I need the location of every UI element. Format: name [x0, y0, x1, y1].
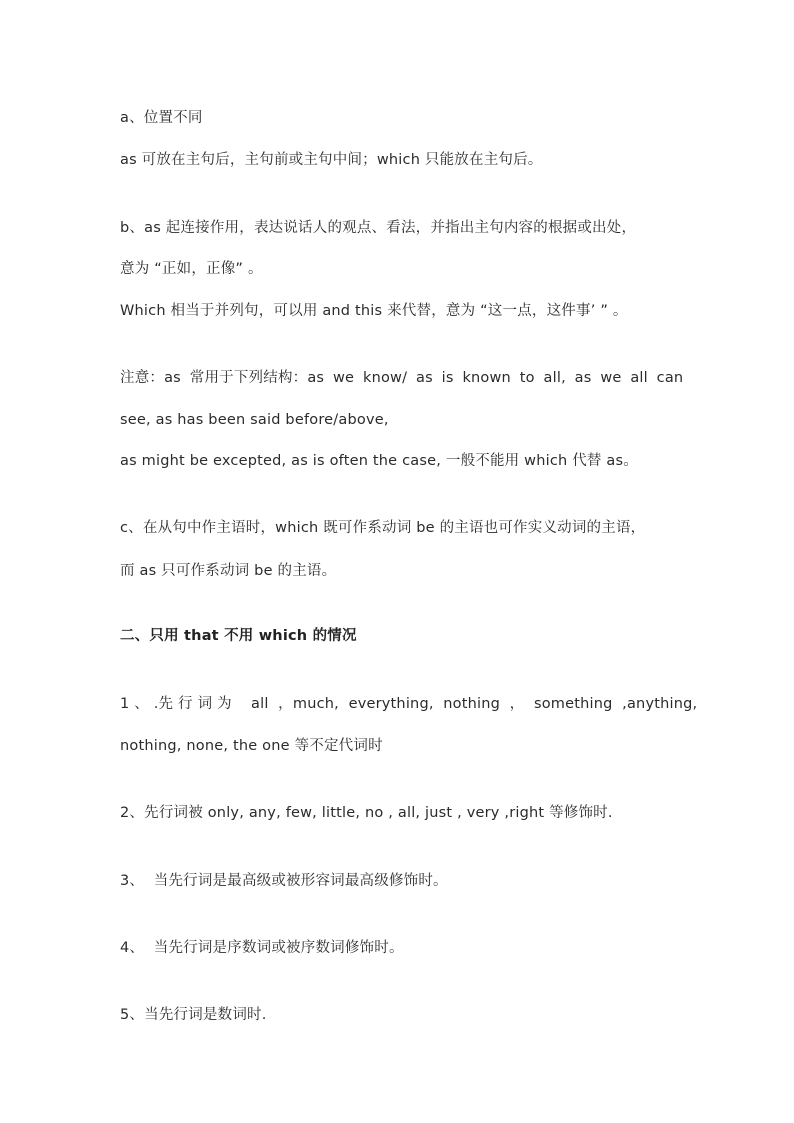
note-line-2: see, as has been said before/above,: [120, 412, 389, 428]
item-2: 2、先行词被 only, any, few, little, no , all, just , very ,right 等修饰时.: [120, 805, 613, 821]
item-4: 4、 当先行词是序数词或被序数词修饰时。: [120, 940, 404, 956]
item-1-line-2: nothing, none, the one 等不定代词时: [120, 738, 383, 754]
section-a-text: as 可放在主句后，主句前或主句中间；which 只能放在主句后。: [120, 152, 543, 168]
section-two-heading: 二、只用 that 不用 which 的情况: [120, 628, 357, 644]
note-line-3: as might be excepted, as is often the case, 一般不能用 which 代替 as。: [120, 453, 638, 469]
section-b-line-1: b、as 起连接作用，表达说话人的观点、看法，并指出主句内容的根据或出处，: [120, 220, 637, 236]
section-c-line-2: 而 as 只可作系动词 be 的主语。: [120, 563, 337, 579]
item-5: 5、当先行词是数词时.: [120, 1007, 267, 1023]
item-1-line-1: 1 、 .先 行 词 为 all ，much, everything, nothing ， something ,anything,: [120, 696, 698, 712]
section-c-line-1: c、在从句中作主语时，which 既可作系动词 be 的主语也可作实义动词的主语，: [120, 520, 646, 536]
section-b-line-3: Which 相当于并列句，可以用 and this 来代替，意为 “这一点，这件事’ ” 。: [120, 303, 628, 319]
section-b-line-2: 意为 “正如，正像” 。: [120, 261, 263, 277]
note-line-1: 注意：as 常用于下列结构：as we know/ as is known to all, as we all can: [120, 370, 684, 386]
item-3: 3、 当先行词是最高级或被形容词最高级修饰时。: [120, 873, 448, 889]
section-a-heading: a、位置不同: [120, 110, 203, 126]
